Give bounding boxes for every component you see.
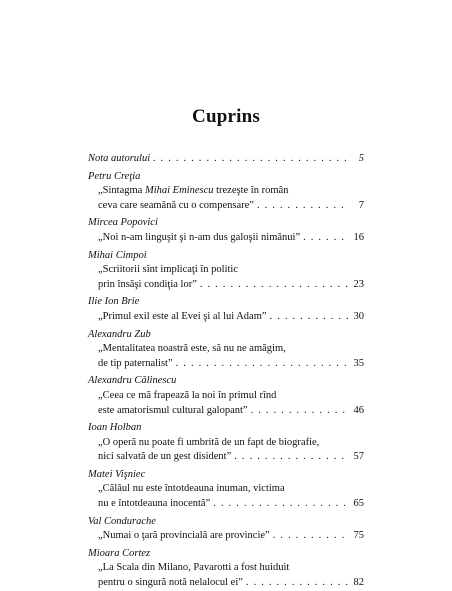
page-number: 35 xyxy=(353,357,364,369)
dot-leader xyxy=(153,152,349,167)
toc-entry-text: nici salvată de un gest disident” xyxy=(98,451,232,463)
dot-leader xyxy=(176,357,349,372)
toc-entry-line xyxy=(88,436,364,451)
italic-fragment: Mihai Eminescu xyxy=(144,185,214,197)
toc-entry-line xyxy=(88,404,364,419)
toc-author: Petru Creţia xyxy=(88,170,141,182)
toc-entry-text: „Ceea ce mă frapează la noi în primul rînd xyxy=(98,389,277,401)
toc-entry-text: „Mentalitatea noastră este, să nu ne amăgim, xyxy=(98,343,286,355)
toc-author: Ioan Holban xyxy=(88,422,142,434)
page-title: Cuprins xyxy=(192,106,260,127)
toc-entry-text: „Scriitorii sînt implicaţi în politic xyxy=(98,264,238,276)
toc-entry-line xyxy=(88,529,364,544)
page-number: 30 xyxy=(353,310,364,322)
toc-entry-line xyxy=(88,482,364,497)
toc-entry-title: Nota autorului xyxy=(88,153,151,164)
toc-entry-line xyxy=(88,497,364,512)
page-number: 65 xyxy=(353,498,364,510)
table-of-contents xyxy=(88,152,364,591)
toc-entry-text: nu e întotdeauna inocentă” xyxy=(98,498,211,510)
toc-author: Alexandru Zub xyxy=(88,328,151,340)
toc-author: Mihai Cimpoi xyxy=(88,249,147,261)
toc-entry-text: pentru o singură notă nelalocul ei” xyxy=(98,577,243,589)
toc-entry-foreword xyxy=(88,152,364,167)
toc-entry-text: „O operă nu poate fi umbrită de un fapt de biografie, xyxy=(98,436,320,448)
page-number: 16 xyxy=(353,231,364,243)
page-number: 5 xyxy=(358,153,364,164)
toc-entry-line xyxy=(88,561,364,576)
page-number: 7 xyxy=(358,199,364,211)
toc-entry-line xyxy=(88,231,364,246)
toc-entry-line xyxy=(88,450,364,465)
toc-entry-line xyxy=(88,278,364,293)
dot-leader xyxy=(273,529,349,544)
toc-entry-line xyxy=(88,342,364,357)
page-number: 57 xyxy=(353,451,364,463)
text-fragment: trezeşte în român xyxy=(213,185,289,197)
toc-author: Alexandru Călinescu xyxy=(88,375,177,387)
toc-entry-text: „Noi n-am linguşit şi n-am dus galoşii nimănui” xyxy=(98,231,301,243)
page-number: 23 xyxy=(353,278,364,290)
toc-entry-text xyxy=(98,184,288,199)
toc-entry-line xyxy=(88,184,364,199)
page-number: 82 xyxy=(353,577,364,589)
page-number: 46 xyxy=(353,404,364,416)
toc-entry-line xyxy=(88,576,364,591)
toc-author: Ilie Ion Brie xyxy=(88,296,140,308)
toc-entry-text: „Călăul nu este întotdeauna inuman, victima xyxy=(98,483,285,495)
dot-leader xyxy=(303,231,349,246)
toc-entry-line xyxy=(88,199,364,214)
text-fragment: „Sintagma xyxy=(98,185,145,197)
toc-entry-text: prin însăşi condiţia lor” xyxy=(98,278,197,290)
toc-entry-text: este amatorismul cultural galopant” xyxy=(98,404,248,416)
dot-leader xyxy=(251,404,349,419)
toc-author: Matei Vişniec xyxy=(88,468,146,480)
dot-leader xyxy=(234,450,349,465)
page-number: 75 xyxy=(353,530,364,542)
toc-author: Val Condurache xyxy=(88,515,156,527)
toc-author: Mioara Cortez xyxy=(88,547,151,559)
toc-entry-text: ceva care seamănă cu o compensare” xyxy=(98,199,254,211)
dot-leader xyxy=(246,576,349,591)
toc-entry-text: „Numai o ţară provincială are provincie” xyxy=(98,530,270,542)
toc-entry-text: „La Scala din Milano, Pavarotti a fost huiduit xyxy=(98,562,290,574)
toc-entry-line xyxy=(88,263,364,278)
dot-leader xyxy=(213,497,349,512)
dot-leader xyxy=(200,278,349,293)
toc-entry-text: de tip paternalist” xyxy=(98,357,173,369)
toc-author: Mircea Popovici xyxy=(88,217,158,229)
toc-entry-text: „Primul exil este al Evei şi al lui Adam” xyxy=(98,310,267,322)
toc-entry-line xyxy=(88,389,364,404)
dot-leader xyxy=(257,199,349,214)
toc-entry-line xyxy=(88,357,364,372)
dot-leader xyxy=(270,310,349,325)
toc-entry-line xyxy=(88,310,364,325)
